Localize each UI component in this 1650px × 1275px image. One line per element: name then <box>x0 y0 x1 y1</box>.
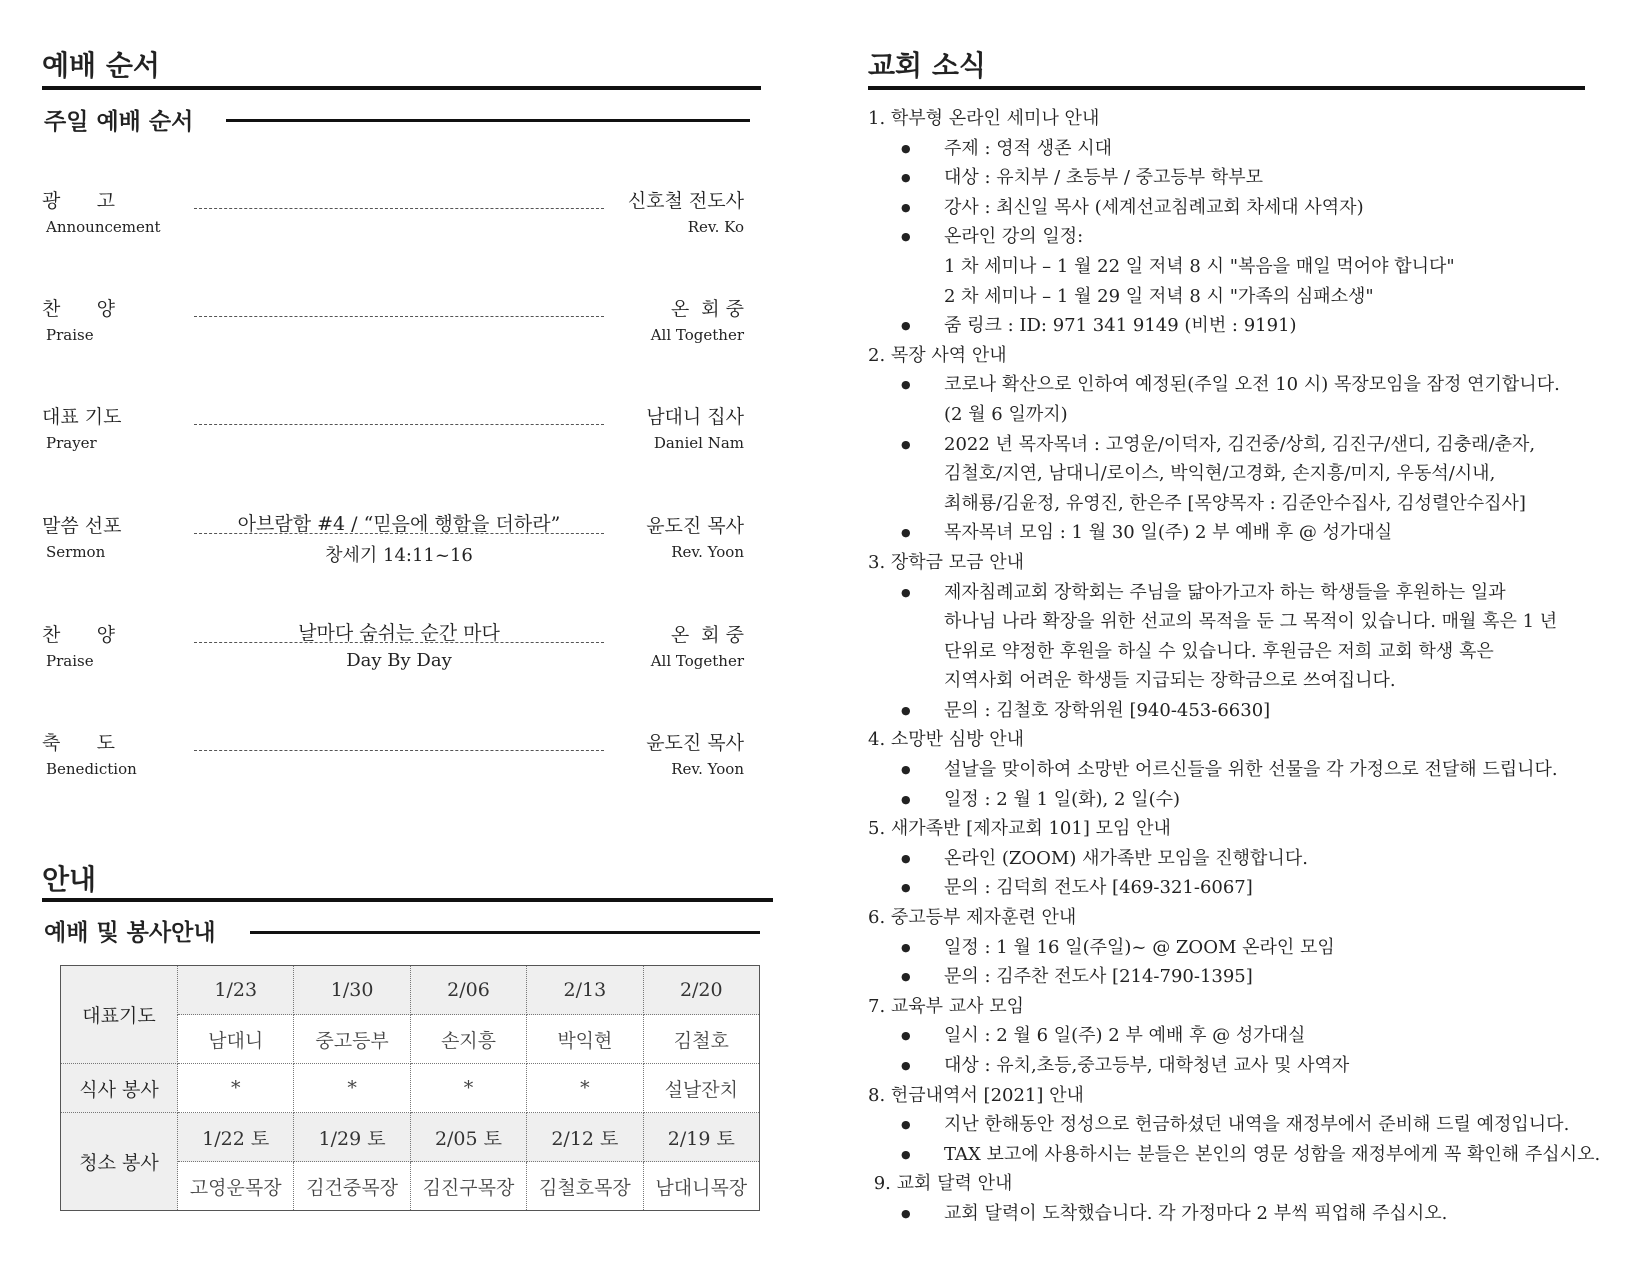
order-leader-korean: 남대니 집사 <box>646 406 744 428</box>
church-news-list <box>868 104 1628 1229</box>
order-item-english: Announcement <box>46 218 161 236</box>
order-detail-subtitle: 창세기 14:11~16 <box>325 545 473 566</box>
clean-cell: 김철호목장 <box>527 1162 643 1211</box>
news-continuation-line: 단위로 약정한 후원을 하실 수 있습니다. 후원금은 저희 교회 학생 혹은 <box>944 640 1494 662</box>
prayer-cell: 박익현 <box>527 1015 643 1064</box>
news-bullet-item: ● 지난 한해동안 정성으로 헌금하셨던 내역을 재정부에서 준비해 드릴 예정입니다. <box>868 1110 1628 1140</box>
worship-order-row <box>36 728 748 790</box>
meal-cell: * <box>410 1064 526 1113</box>
date-cell: 2/06 <box>410 966 526 1015</box>
date-cell: 1/23 <box>178 966 294 1015</box>
news-bullet-item: ● 문의 : 김주찬 전도사 [214-790-1395] <box>868 962 1628 992</box>
worship-order-row <box>36 294 748 356</box>
clean-date-cell: 1/22 토 <box>178 1113 294 1162</box>
news-bullet-item: ● 제자침례교회 장학회는 주님을 닮아가고자 하는 학생들을 후원하는 일과 <box>868 578 1628 608</box>
news-section-heading: 3. 장학금 모금 안내 <box>868 551 1025 573</box>
order-item-korean: 찬 양 <box>42 298 115 320</box>
order-leader-english: Daniel Nam <box>653 434 744 452</box>
worship-order-row <box>36 620 748 682</box>
news-section-heading: 5. 새가족반 [제자교회 101] 모임 안내 <box>868 818 1171 840</box>
table-row <box>61 1113 760 1162</box>
prayer-label: 대표기도 <box>61 966 178 1064</box>
order-leader-korean: 윤도진 목사 <box>646 732 744 754</box>
news-continuation-line: 1 차 세미나 – 1 월 22 일 저녁 8 시 "복음을 매일 먹어야 합니다" <box>944 255 1455 277</box>
prayer-cell: 남대니 <box>178 1015 294 1064</box>
news-bullet-item: ● 2022 년 목자목녀 : 고영운/이덕자, 김건중/상희, 김진구/샌디, 김충래/춘자, <box>868 430 1628 460</box>
news-bullet-item: ● 문의 : 김철호 장학위원 [940-453-6630] <box>868 696 1628 726</box>
order-item-english: Benediction <box>46 760 137 778</box>
table-row <box>61 1064 760 1113</box>
news-continuation-line: 2 차 세미나 – 1 월 29 일 저녁 8 시 "가족의 심패소생" <box>944 285 1374 307</box>
title-rule <box>42 86 761 90</box>
order-leader-english: All Together <box>650 326 744 344</box>
worship-order-title: 예배 순서 <box>42 49 160 82</box>
news-bullet-item: ● 일시 : 2 월 6 일(주) 2 부 예배 후 @ 성가대실 <box>868 1021 1628 1051</box>
worship-order-row <box>36 186 748 248</box>
news-continuation-line: 최해룡/김윤정, 유영진, 한은주 [목양목자 : 김준안수집사, 김성렬안수집사] <box>944 492 1526 514</box>
news-continuation-line: 하나님 나라 확장을 위한 선교의 목적을 둔 그 목적이 있습니다. 매월 혹은 1 년 <box>944 611 1558 633</box>
order-leader-korean: 신호철 전도사 <box>627 190 744 212</box>
order-item-english: Praise <box>46 652 94 670</box>
info-title: 안내 <box>42 863 97 896</box>
worship-order-row <box>36 402 748 464</box>
order-leader-korean: 윤도진 목사 <box>646 515 744 537</box>
news-bullet-item: ● 문의 : 김덕희 전도사 [469-321-6067] <box>868 873 1628 903</box>
service-subtitle-rule <box>250 931 760 934</box>
prayer-cell: 김철호 <box>643 1015 759 1064</box>
news-bullet-item: ● 교회 달력이 도착했습니다. 각 가정마다 2 부씩 픽업해 주십시오. <box>868 1199 1628 1229</box>
news-bullet-item: ● TAX 보고에 사용하시는 분들은 본인의 영문 성함을 재정부에게 꼭 확인해 주십시오. <box>868 1140 1628 1170</box>
news-section-heading: 8. 헌금내역서 [2021] 안내 <box>868 1084 1084 1106</box>
order-item-english: Sermon <box>46 543 106 561</box>
news-bullet-item: ● 목자목녀 모임 : 1 월 30 일(주) 2 부 예배 후 @ 성가대실 <box>868 518 1628 548</box>
meal-cell: * <box>178 1064 294 1113</box>
info-title-rule <box>42 898 773 902</box>
meal-label: 식사 봉사 <box>61 1064 178 1113</box>
meal-cell: * <box>294 1064 410 1113</box>
sunday-order-subtitle: 주일 예배 순서 <box>44 109 194 135</box>
order-item-korean: 대표 기도 <box>42 406 122 428</box>
news-continuation-line: (2 월 6 일까지) <box>944 403 1068 425</box>
order-item-korean: 광 고 <box>42 190 115 212</box>
service-info-subtitle: 예배 및 봉사안내 <box>44 920 216 946</box>
clean-cell: 남대니목장 <box>643 1162 759 1211</box>
clean-cell: 김건중목장 <box>294 1162 410 1211</box>
date-cell: 2/20 <box>643 966 759 1015</box>
order-item-korean: 축 도 <box>42 732 115 754</box>
order-item-korean: 말씀 선포 <box>42 515 122 537</box>
news-section-heading: 4. 소망반 심방 안내 <box>868 729 1025 751</box>
news-bullet-item: ● 주제 : 영적 생존 시대 <box>868 134 1628 164</box>
news-bullet-item: ● 대상 : 유치부 / 초등부 / 중고등부 학부모 <box>868 163 1628 193</box>
table-row <box>61 966 760 1015</box>
order-detail-title: 아브람함 #4 / “믿음에 행함을 더하라” <box>237 513 561 535</box>
news-bullet-item: ● 일정 : 2 월 1 일(화), 2 일(수) <box>868 785 1628 815</box>
clean-date-cell: 2/19 토 <box>643 1113 759 1162</box>
order-item-english: Praise <box>46 326 94 344</box>
news-bullet-item: ● 일정 : 1 월 16 일(주일)~ @ ZOOM 온라인 모임 <box>868 933 1628 963</box>
news-bullet-item: ● 온라인 (ZOOM) 새가족반 모임을 진행합니다. <box>868 844 1628 874</box>
news-bullet-item: ● 온라인 강의 일정: <box>868 222 1628 252</box>
news-bullet-item: ● 대상 : 유치,초등,중고등부, 대학청년 교사 및 사역자 <box>868 1051 1628 1081</box>
order-leader-korean: 온 회 중 <box>670 624 744 646</box>
service-table <box>60 965 760 1211</box>
clean-date-cell: 2/05 토 <box>410 1113 526 1162</box>
order-leader-korean: 온 회 중 <box>670 298 744 320</box>
news-bullet-item: ● 코로나 확산으로 인하여 예정된(주일 오전 10 시) 목장모임을 잠정 연기합니다. <box>868 370 1628 400</box>
date-cell: 1/30 <box>294 966 410 1015</box>
subtitle-rule <box>226 119 750 122</box>
news-section-heading: 2. 목장 사역 안내 <box>868 344 1007 366</box>
clean-date-cell: 2/12 토 <box>527 1113 643 1162</box>
order-leader-english: Rev. Yoon <box>671 543 744 561</box>
order-leader-english: Rev. Yoon <box>671 760 744 778</box>
order-detail-subtitle: Day By Day <box>346 650 452 671</box>
prayer-cell: 손지흥 <box>410 1015 526 1064</box>
meal-cell: * <box>527 1064 643 1113</box>
news-continuation-line: 김철호/지연, 남대니/로이스, 박익현/고경화, 손지흥/미지, 우동석/시내, <box>944 463 1496 485</box>
news-section-heading: 1. 학부형 온라인 세미나 안내 <box>868 108 1100 129</box>
news-bullet-item: ● 설날을 맞이하여 소망반 어르신들을 위한 선물을 각 가정으로 전달해 드립니다. <box>868 755 1628 785</box>
order-leader-english: All Together <box>650 652 744 670</box>
dotted-leader-line <box>194 424 604 425</box>
dotted-leader-line <box>194 208 604 209</box>
news-title-rule <box>868 86 1585 90</box>
clean-label: 청소 봉사 <box>61 1113 178 1211</box>
news-section-heading: 9. 교회 달력 안내 <box>868 1173 1013 1195</box>
church-news-title: 교회 소식 <box>868 49 986 82</box>
news-section-heading: 7. 교육부 교사 모임 <box>868 995 1025 1017</box>
dotted-leader-line <box>194 316 604 317</box>
dotted-leader-line <box>194 750 604 751</box>
news-bullet-item: ● 강사 : 최신일 목사 (세계선교침례교회 차세대 사역자) <box>868 193 1628 223</box>
meal-cell: 설날잔치 <box>643 1064 759 1113</box>
news-section-heading: 6. 중고등부 제자훈련 안내 <box>868 907 1077 929</box>
news-continuation-line: 지역사회 어려운 학생들 지급되는 장학금으로 쓰여집니다. <box>944 670 1396 692</box>
clean-cell: 고영운목장 <box>178 1162 294 1211</box>
order-leader-english: Rev. Ko <box>687 218 744 236</box>
clean-cell: 김진구목장 <box>410 1162 526 1211</box>
news-bullet-item: ● 줌 링크 : ID: 971 341 9149 (비번 : 9191) <box>868 311 1628 341</box>
worship-order-row <box>36 511 748 573</box>
prayer-cell: 중고등부 <box>294 1015 410 1064</box>
clean-date-cell: 1/29 토 <box>294 1113 410 1162</box>
order-item-korean: 찬 양 <box>42 624 115 646</box>
order-item-english: Prayer <box>46 434 97 452</box>
order-detail-title: 날마다 숨쉬는 순간 마다 <box>298 622 500 644</box>
date-cell: 2/13 <box>527 966 643 1015</box>
